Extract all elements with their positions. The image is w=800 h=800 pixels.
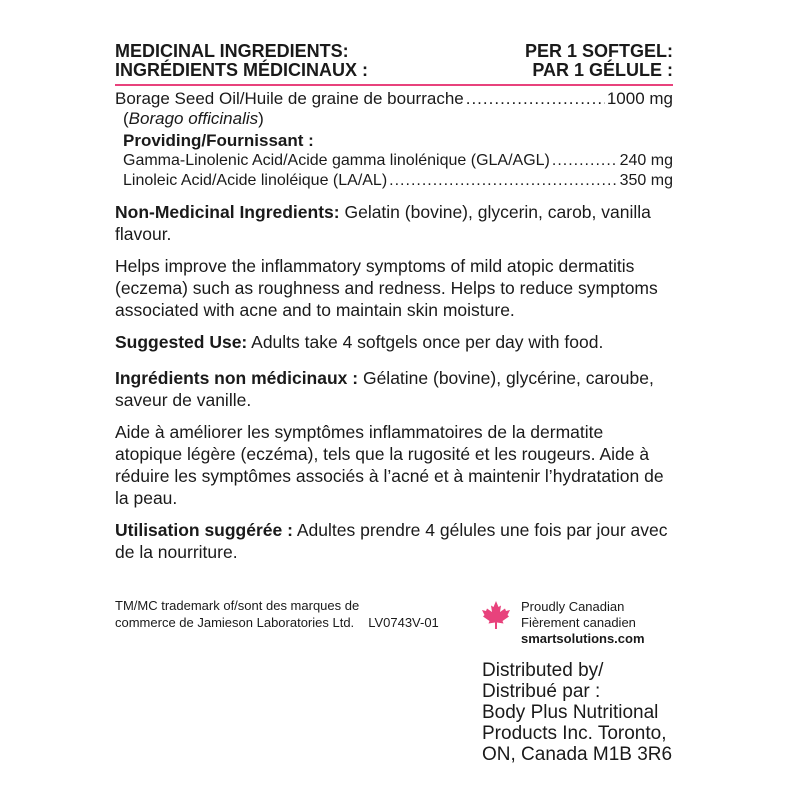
proudly-canadian: Proudly Canadian Fièrement canadien smartsolutions.com [521,599,645,646]
dot-leader [466,89,605,109]
header-divider [115,84,673,86]
suggested-use-fr: Utilisation suggérée : Adultes prendre 4 gélules une fois par jour avec de la nourriture. [115,520,668,562]
header-medicinal-fr: INGRÉDIENTS MÉDICINAUX : [115,60,369,80]
trademark-notice: TM/MC trademark of/sont des marques de commerce de Jamieson Laboratories Ltd. LV0743V-01 [115,598,439,630]
website-link[interactable]: smartsolutions.com [521,631,645,646]
lot-code: LV0743V-01 [368,615,439,630]
header-per-softgel-fr: PAR 1 GÉLULE : [532,60,673,80]
non-medicinal-fr: Ingrédients non médicinaux : Gélatine (bovine), glycérine, caroube, saveur de vanille. [115,368,654,410]
latin-name-row: ( Borago officinalis ) [123,109,264,128]
suggested-use-en: Suggested Use: Adults take 4 softgels once per day with food. [115,332,604,352]
ingredient-amount: 240 mg [619,152,673,169]
ingredient-row-gla [115,151,673,171]
latin-name: Borago officinalis [128,109,259,128]
ingredient-amount: 350 mg [619,172,673,189]
ingredient-row-la [115,171,673,191]
ingredients-header [115,42,673,80]
ingredient-amount: 1000 mg [606,89,673,108]
ingredient-row-main [115,89,673,109]
maple-leaf-icon [481,600,511,630]
claims-fr: Aide à améliorer les symptômes inflammatoires de la dermatite atopique légère (eczéma), tels que la rugosité et les rougeurs. Aide à réduire les symptômes associés à l’acné et à maintenir l’hydratation de la peau. [115,422,664,508]
dot-leader [552,151,618,171]
header-medicinal-en: MEDICINAL INGREDIENTS: [115,41,349,61]
supplement-label [115,42,673,563]
distributor-info: Distributed by/ Distribué par : Body Plus Nutritional Products Inc. Toronto, ON, Canada M1B 3R6 [482,660,673,765]
header-per-softgel-en: PER 1 SOFTGEL: [524,41,673,61]
dot-leader [389,171,617,191]
ingredient-name: Gamma-Linolenic Acid/Acide gamma linolénique (GLA/AGL) [123,152,550,169]
claims-en: Helps improve the inflammatory symptoms of mild atopic dermatitis (eczema) such as roughness and redness. Helps to reduce symptoms associated with acne and to maintain skin moisture. [115,256,658,320]
ingredient-name: Borage Seed Oil/Huile de graine de bourrache [115,89,464,108]
non-medicinal-en: Non-Medicinal Ingredients: Gelatin (bovine), glycerin, carob, vanilla flavour. [115,202,651,244]
ingredient-name: Linoleic Acid/Acide linoléique (LA/AL) [123,172,388,189]
providing-label: Providing/Fournissant : [123,131,314,150]
